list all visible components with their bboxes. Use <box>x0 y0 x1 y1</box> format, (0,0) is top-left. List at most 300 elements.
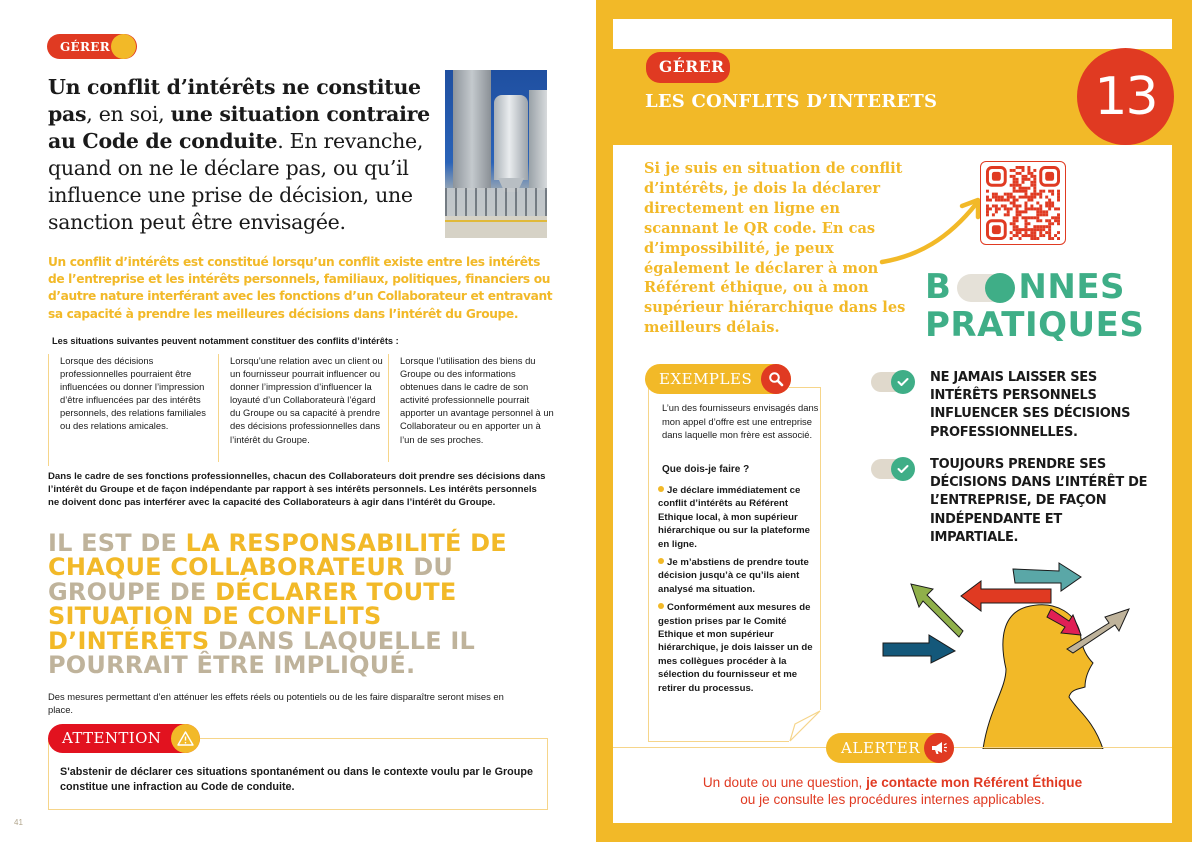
qr-module <box>1010 193 1013 196</box>
duty-paragraph: Dans le cadre de ses fonctions professionnelles, chacun des Collaborateurs doit prendre ses décisions dans l’intérêt du Groupe et de façon indépendante par rapport à ses intérêts personnels. Les intérêts personnels ne doivent donc pas interférer avec la capacité des Collaborateurs à agir dans l’intérêt du Groupe. <box>48 471 546 508</box>
qr-module <box>1022 187 1025 190</box>
alerter-label: ALERTER <box>841 739 921 757</box>
bullet-icon <box>658 603 664 609</box>
section-badge-gerer <box>646 52 730 83</box>
qr-module <box>1048 207 1051 210</box>
qr-module <box>1033 207 1036 210</box>
qr-module <box>1016 199 1019 202</box>
qr-module <box>1010 237 1013 240</box>
qr-module <box>1024 175 1027 178</box>
practice-item <box>871 456 1161 547</box>
qr-module <box>1039 193 1042 196</box>
qr-module <box>1048 222 1051 225</box>
qr-module <box>986 190 989 193</box>
qr-module <box>1013 181 1016 184</box>
practice-text: TOUJOURS PRENDRE SES DÉCISIONS DANS L’INTÉRÊT DE L’ENTREPRISE, DE FAÇON INDÉPENDANTE ET IMPARTIALE. <box>930 457 1148 545</box>
section-badge-gerer <box>47 34 137 59</box>
qr-module <box>1045 202 1048 205</box>
qr-module <box>1016 225 1019 228</box>
qr-module <box>1048 190 1051 193</box>
head-arrows-illustration <box>871 559 1171 749</box>
qr-instructions: Si je suis en situation de conflit d’intérêts, je dois la déclarer directement en ligne en scannant le QR code. En cas d’impossibilité, je peux également le déclarer à mon Référent éthique, ou à mon supérieur hiérarchique dans les meilleurs délais. <box>644 160 906 337</box>
qr-module <box>1004 193 1007 196</box>
qr-module <box>1033 231 1036 234</box>
qr-module <box>986 199 989 202</box>
qr-module <box>989 199 992 202</box>
qr-module <box>1036 193 1039 196</box>
qr-module <box>1022 175 1025 178</box>
qr-module <box>986 204 989 207</box>
qr-code-icon <box>985 166 1061 240</box>
qr-module <box>995 196 998 199</box>
exemples-box-border <box>789 387 820 388</box>
qr-module <box>1030 234 1033 237</box>
toggle-knob <box>891 370 915 394</box>
qr-module <box>1016 216 1019 219</box>
qr-module <box>1042 190 1045 193</box>
qr-module <box>1007 196 1010 199</box>
qr-module <box>1013 184 1016 187</box>
qr-module <box>1048 231 1051 234</box>
qr-module <box>1019 172 1022 175</box>
arrow-green <box>911 584 963 637</box>
qr-module <box>1057 237 1060 240</box>
exemples-tab <box>645 364 791 394</box>
qr-module <box>1054 216 1057 219</box>
qr-module <box>1033 225 1036 228</box>
qr-module <box>1033 234 1036 237</box>
qr-module <box>986 210 989 213</box>
qr-module <box>1033 169 1036 172</box>
qr-module <box>1036 210 1039 213</box>
qr-module <box>1036 237 1039 240</box>
qr-module <box>1045 225 1048 228</box>
qr-module <box>1036 216 1039 219</box>
qr-module <box>1030 193 1033 196</box>
qr-module <box>1030 231 1033 234</box>
contact-line2: ou je consulte les procédures internes applicables. <box>740 792 1045 807</box>
qr-module <box>1057 219 1060 222</box>
qr-module <box>1033 175 1036 178</box>
qr-module <box>1048 237 1051 240</box>
qr-module <box>1024 222 1027 225</box>
qr-module <box>1036 202 1039 205</box>
qr-module <box>1024 231 1027 234</box>
head-silhouette <box>983 605 1103 749</box>
qr-module <box>1004 204 1007 207</box>
toggle-o-icon <box>957 272 1015 302</box>
qr-module <box>1033 216 1036 219</box>
qr-module <box>1048 202 1051 205</box>
qr-module <box>1033 181 1036 184</box>
qr-module <box>1030 207 1033 210</box>
arrow-teal <box>1013 563 1081 591</box>
qr-module <box>1024 178 1027 181</box>
example-answers <box>658 484 823 700</box>
qr-module <box>995 199 998 202</box>
qr-module <box>1027 216 1030 219</box>
bullet-icon <box>658 558 664 564</box>
qr-module <box>1042 234 1045 237</box>
qr-module <box>1057 231 1060 234</box>
qr-module <box>1016 231 1019 234</box>
qr-module <box>1004 207 1007 210</box>
qr-module <box>1027 187 1030 190</box>
qr-module <box>1039 213 1042 216</box>
qr-module <box>1019 196 1022 199</box>
responsibility-headline <box>48 529 548 680</box>
qr-module <box>1030 172 1033 175</box>
qr-module <box>1007 210 1010 213</box>
qr-module <box>1024 187 1027 190</box>
qr-module <box>1013 219 1016 222</box>
megaphone-icon <box>924 733 954 763</box>
qr-module <box>1030 199 1033 202</box>
attention-label: ATTENTION <box>62 729 162 747</box>
toggle-knob <box>891 457 915 481</box>
qr-module <box>1022 216 1025 219</box>
qr-module <box>1042 213 1045 216</box>
qr-module <box>1039 210 1042 213</box>
qr-module <box>1022 178 1025 181</box>
qr-module <box>1019 204 1022 207</box>
qr-module <box>1030 216 1033 219</box>
headline-part: LA RESPONSABILITÉ DE CHAQUE COLLABORATEUR <box>48 529 507 582</box>
qr-module <box>1013 175 1016 178</box>
qr-module <box>1022 228 1025 231</box>
qr-module <box>1013 202 1016 205</box>
definition-paragraph: Un conflit d’intérêts est constitué lorsqu’un conflit existe entre les intérêts de l’entreprise et les intérêts personnels, familiaux, politiques, financiers ou d’autre nature interférant avec les fonctions d’un Collaborateur et entravant sa capacité à prendre les meilleures décisions dans l’intérêt du Groupe. <box>48 255 553 321</box>
qr-module <box>1030 181 1033 184</box>
qr-module <box>1036 213 1039 216</box>
qr-module <box>1036 225 1039 228</box>
qr-module <box>1022 210 1025 213</box>
intro-text-2: , en soi, <box>86 102 171 126</box>
qr-module <box>998 199 1001 202</box>
qr-module <box>1024 190 1027 193</box>
bp-title-row <box>925 268 1144 306</box>
example-answer <box>658 601 823 695</box>
qr-module <box>1013 216 1016 219</box>
magnifier-icon <box>761 364 791 394</box>
qr-module <box>1016 178 1019 181</box>
photo-frame <box>445 188 547 218</box>
qr-module <box>1019 210 1022 213</box>
qr-module <box>1036 207 1039 210</box>
exemples-label: EXEMPLES <box>659 370 753 388</box>
check-toggle-icon <box>871 457 917 481</box>
qr-module <box>1022 234 1025 237</box>
qr-module <box>1019 213 1022 216</box>
qr-module <box>995 207 998 210</box>
qr-module <box>986 213 989 216</box>
qr-module <box>998 207 1001 210</box>
qr-module <box>992 196 995 199</box>
arrow-navy <box>883 635 955 663</box>
answer-text: Conformément aux mesures de gestion prises par le Comité Ethique et mon supérieur hiérarchique, je dois laisser un de mes collègues procéder à la sélection du fournisseur et me retirer du processus. <box>658 602 813 694</box>
qr-module <box>1024 207 1027 210</box>
qr-module <box>1051 237 1054 240</box>
bonnes-pratiques-title <box>925 268 1144 344</box>
qr-module <box>1010 169 1013 172</box>
qr-module <box>995 193 998 196</box>
qr-module <box>1022 169 1025 172</box>
qr-module <box>1027 169 1030 172</box>
qr-module <box>1013 169 1016 172</box>
qr-module <box>1022 166 1025 169</box>
qr-module <box>1051 204 1054 207</box>
qr-module <box>1054 219 1057 222</box>
qr-module <box>1010 207 1013 210</box>
qr-module <box>992 204 995 207</box>
contact-normal: Un doute ou une question, <box>702 775 867 790</box>
qr-module <box>1027 166 1030 169</box>
qr-module <box>1024 196 1027 199</box>
qr-module <box>1039 234 1042 237</box>
qr-module <box>995 204 998 207</box>
qr-module <box>1013 178 1016 181</box>
qr-module <box>1019 166 1022 169</box>
situation-item: Lorsque l’utilisation des biens du Groupe ou des informations obtenues dans le cadre de son activité professionnelle pourrait apporter un avantage personnel à un Collaborateur ou en apporter un à l’un de ses proches. <box>388 354 556 462</box>
qr-module <box>1013 187 1016 190</box>
qr-module <box>1007 193 1010 196</box>
headline-part: DU GROUPE DE <box>48 553 454 606</box>
intro-paragraph <box>48 74 438 236</box>
qr-module <box>1007 213 1010 216</box>
answer-text: Je m’abstiens de prendre toute décision jusqu’à ce qu’ils aient analysé ma situation. <box>658 557 809 595</box>
qr-module <box>1016 172 1019 175</box>
alerter-tab <box>826 733 954 763</box>
qr-module <box>1030 196 1033 199</box>
right-page <box>596 0 1192 842</box>
qr-module <box>1039 190 1042 193</box>
qr-module <box>1010 202 1013 205</box>
qr-module <box>1045 213 1048 216</box>
situation-item: Lorsque des décisions professionnelles pourraient être influencées ou donner l’impression d’être influencées par des intérêts personnels, des relations familiales ou des relations amicales. <box>48 354 218 466</box>
qr-module <box>1027 234 1030 237</box>
qr-module <box>1027 172 1030 175</box>
qr-module <box>1019 184 1022 187</box>
practice-item <box>871 369 1161 442</box>
qr-module <box>1057 193 1060 196</box>
qr-module <box>1022 181 1025 184</box>
qr-module <box>1042 228 1045 231</box>
qr-module <box>1001 199 1004 202</box>
page-number: 41 <box>14 818 23 827</box>
qr-module <box>1024 216 1027 219</box>
qr-module <box>986 207 989 210</box>
qr-module <box>1051 193 1054 196</box>
measures-paragraph: Des mesures permettant d’en atténuer les effets réels ou potentiels ou de les faire disparaître seront mises en place. <box>48 691 504 715</box>
qr-module <box>1048 225 1051 228</box>
qr-module <box>995 210 998 213</box>
attention-text: S'abstenir de déclarer ces situations spontanément ou dans le contexte voulu par le Groupe constitue une infraction au Code de conduite. <box>60 766 533 793</box>
qr-module <box>1030 175 1033 178</box>
qr-module <box>1051 216 1054 219</box>
qr-module <box>1024 219 1027 222</box>
qr-module <box>1030 237 1033 240</box>
qr-finder-center <box>992 172 1001 181</box>
qr-module <box>1024 228 1027 231</box>
qr-module <box>1039 207 1042 210</box>
qr-module <box>1039 219 1042 222</box>
situation-item: Lorsqu’une relation avec un client ou un fournisseur pourrait influencer ou donner l’impression d’influencer la loyauté d’un Collaborateurà l’égard du Groupe ou sa capacité à prendre des décisions professionnelles dans l’intérêt du Groupe. <box>218 354 388 462</box>
answer-text: Je déclare immédiatement ce conflit d’intérêts au Référent Ethique local, à mon supérieur hiérarchique ou sur la plateforme en ligne. <box>658 485 810 550</box>
qr-module <box>1039 196 1042 199</box>
qr-module <box>1013 204 1016 207</box>
qr-module <box>1045 196 1048 199</box>
qr-module <box>1033 228 1036 231</box>
qr-module <box>1022 190 1025 193</box>
qr-module <box>1016 166 1019 169</box>
chapter-number: 13 <box>1077 48 1174 145</box>
qr-module <box>1030 184 1033 187</box>
qr-module <box>1033 196 1036 199</box>
qr-module <box>998 196 1001 199</box>
situations-lead: Les situations suivantes peuvent notamment constituer des conflits d’intérêts : <box>52 336 399 346</box>
qr-module <box>992 193 995 196</box>
qr-module <box>1019 187 1022 190</box>
qr-module <box>1036 228 1039 231</box>
warning-icon <box>171 724 200 753</box>
qr-module <box>1024 202 1027 205</box>
qr-module <box>1054 234 1057 237</box>
photo-silo <box>494 95 528 180</box>
qr-module <box>1039 231 1042 234</box>
qr-module <box>1010 231 1013 234</box>
section-badge-label: GÉRER <box>659 57 725 76</box>
qr-module <box>1033 178 1036 181</box>
qr-module <box>1033 193 1036 196</box>
example-answer <box>658 484 823 551</box>
qr-module <box>1054 207 1057 210</box>
qr-module <box>1057 213 1060 216</box>
qr-module <box>1033 190 1036 193</box>
qr-module <box>1045 210 1048 213</box>
bullet-icon <box>658 486 664 492</box>
qr-module <box>1057 216 1060 219</box>
example-answer <box>658 556 823 596</box>
qr-module <box>986 196 989 199</box>
qr-module <box>1013 190 1016 193</box>
qr-module <box>1013 225 1016 228</box>
qr-module <box>1033 187 1036 190</box>
qr-module <box>1030 228 1033 231</box>
qr-module <box>1057 190 1060 193</box>
qr-module <box>1019 228 1022 231</box>
qr-module <box>1019 190 1022 193</box>
bp-title-rest: NNES <box>1018 267 1126 307</box>
qr-module <box>1045 204 1048 207</box>
qr-module <box>1057 207 1060 210</box>
qr-module <box>1016 190 1019 193</box>
qr-module <box>1004 199 1007 202</box>
qr-module <box>1051 190 1054 193</box>
curved-arrow-icon <box>878 184 993 274</box>
right-page-inner <box>613 19 1172 823</box>
qr-module <box>1013 199 1016 202</box>
qr-module <box>1013 222 1016 225</box>
qr-module <box>1016 210 1019 213</box>
contact-bold: je contacte mon Référent Éthique <box>866 775 1083 790</box>
qr-module <box>1024 210 1027 213</box>
qr-module <box>1016 184 1019 187</box>
toggle-knob <box>985 273 1015 303</box>
qr-module <box>1042 210 1045 213</box>
qr-module <box>1048 228 1051 231</box>
intro-bold-1: Un conflit d’intérêts ne constitue pas <box>48 75 421 126</box>
qr-module <box>1057 199 1060 202</box>
qr-module <box>1016 234 1019 237</box>
qr-module <box>1027 196 1030 199</box>
qr-module <box>1010 184 1013 187</box>
qr-module <box>1016 181 1019 184</box>
headline-part: DÉCLARER TOUTE SITUATION DE CONFLITS D’INTÉRÊTS <box>48 577 457 655</box>
qr-module <box>1048 219 1051 222</box>
qr-module <box>1027 199 1030 202</box>
badge-dot-icon <box>111 34 136 59</box>
qr-module <box>1048 199 1051 202</box>
qr-module <box>992 213 995 216</box>
bp-title-line2: PRATIQUES <box>925 305 1145 345</box>
qr-module <box>1057 196 1060 199</box>
qr-module <box>1033 184 1036 187</box>
photo-silo <box>453 70 491 190</box>
qr-module <box>1024 204 1027 207</box>
qr-module <box>1039 204 1042 207</box>
qr-module <box>1051 202 1054 205</box>
qr-module <box>1042 225 1045 228</box>
photo-silo <box>529 90 547 190</box>
qr-module <box>1039 225 1042 228</box>
qr-module <box>1019 231 1022 234</box>
qr-module <box>1022 196 1025 199</box>
qr-module <box>1001 196 1004 199</box>
qr-module <box>1051 222 1054 225</box>
contact-text <box>613 774 1172 808</box>
qr-module <box>1010 196 1013 199</box>
qr-module <box>1036 219 1039 222</box>
qr-module <box>1027 178 1030 181</box>
qr-module <box>1057 222 1060 225</box>
intro-bold-3: une situation contraire au Code de conduite <box>48 102 430 153</box>
qr-module <box>1048 204 1051 207</box>
qr-code[interactable] <box>980 161 1066 245</box>
qr-module <box>1027 222 1030 225</box>
qr-module <box>1010 222 1013 225</box>
bp-title-b: B <box>925 267 952 307</box>
qr-module <box>1027 228 1030 231</box>
qr-module <box>1001 204 1004 207</box>
qr-module <box>989 207 992 210</box>
silos-photo <box>445 70 547 238</box>
qr-module <box>1039 228 1042 231</box>
qr-module <box>1016 228 1019 231</box>
page-title <box>645 91 937 112</box>
example-scenario: L’un des fournisseurs envisagés dans mon appel d’offre est une entreprise dans laquelle mon frère est associé. <box>662 402 819 441</box>
qr-module <box>1013 228 1016 231</box>
qr-module <box>1024 234 1027 237</box>
example-question: Que dois-je faire ? <box>662 464 750 475</box>
qr-module <box>1016 207 1019 210</box>
qr-module <box>1024 225 1027 228</box>
qr-module <box>1030 204 1033 207</box>
situations-columns <box>48 354 558 466</box>
qr-module <box>1045 219 1048 222</box>
qr-module <box>1016 204 1019 207</box>
qr-module <box>1007 207 1010 210</box>
photo-stripe <box>445 220 547 222</box>
